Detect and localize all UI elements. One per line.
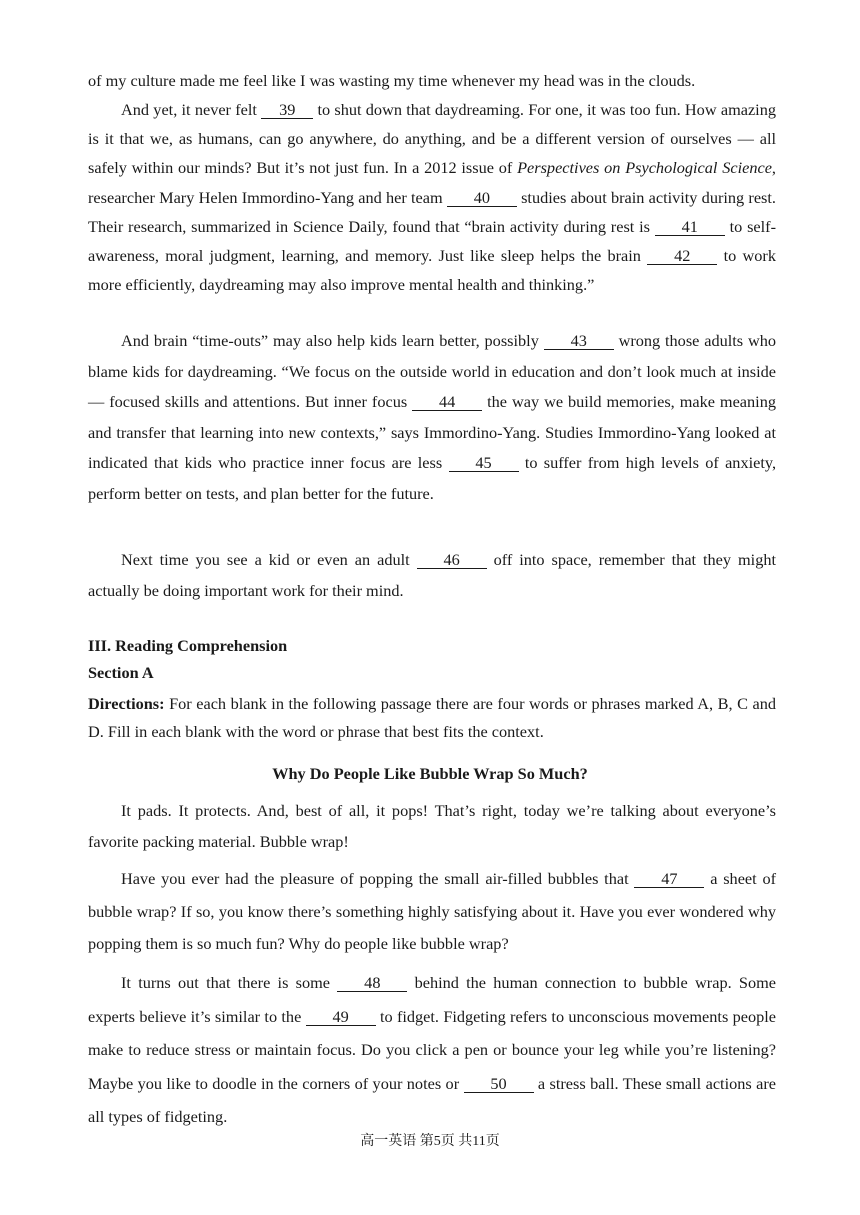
p2-text-a: And yet, it never felt bbox=[121, 100, 257, 119]
passage1-paragraph-2 bbox=[88, 95, 776, 299]
passage2-paragraph-2 bbox=[88, 863, 776, 961]
passage2-p3-text-c: to fidget. Fidgeting refers to unconscious movements people make to reduce stress or maintain focus. Do you click a pen or bounce your leg while you’re listening? Maybe you like to doodle in the corners of your notes or bbox=[88, 1006, 776, 1093]
blank-44[interactable]: 44 bbox=[412, 393, 482, 411]
passage1-line1-text: of my culture made me feel like I was wasting my time whenever my head was in the clouds. bbox=[88, 71, 696, 90]
p2-text-e: to self-awareness, moral judgment, learning, and memory. Just like sleep helps the brain bbox=[88, 216, 777, 266]
directions-label: Directions: bbox=[88, 694, 165, 713]
blank-45[interactable]: 45 bbox=[449, 454, 519, 472]
passage1-paragraph-3 bbox=[88, 326, 776, 509]
p2-text-b: to shut down that daydreaming. For one, it was too fun. How amazing is it that we, as humans, can go anywhere, do anything, and be a different version of ourselves — all safely within our minds? But it’s not just fun. In a 2012 issue of bbox=[88, 100, 776, 178]
blank-46[interactable]: 46 bbox=[417, 551, 487, 569]
directions-text: For each blank in the following passage there are four words or phrases marked A, B, C and D. Fill in each blank with the word or phrase that best fits the context. bbox=[88, 694, 776, 741]
blank-48[interactable]: 48 bbox=[337, 974, 407, 992]
passage2-p3-text-d: a stress ball. These small actions are all types of fidgeting. bbox=[88, 1073, 776, 1126]
blank-50[interactable]: 50 bbox=[464, 1075, 534, 1093]
blank-43[interactable]: 43 bbox=[544, 332, 614, 350]
journal-title: Perspectives on Psychological Science bbox=[517, 158, 772, 178]
passage2-p2-text-a: Have you ever had the pleasure of popping the small air-filled bubbles that bbox=[121, 869, 629, 888]
passage2-p3-text-b: behind the human connection to bubble wrap. Some experts believe it’s similar to the bbox=[88, 973, 776, 1026]
p2-text-f: to work more efficiently, daydreaming may also improve mental health and thinking.” bbox=[88, 246, 776, 295]
p3-text-a: And brain “time-outs” may also help kids learn better, possibly bbox=[121, 331, 539, 350]
passage2-title: Why Do People Like Bubble Wrap So Much? bbox=[272, 764, 588, 783]
blank-41[interactable]: 41 bbox=[655, 218, 725, 236]
passage1-paragraph-4 bbox=[88, 544, 776, 606]
passage2-p1-text: It pads. It protects. And, best of all, it pops! That’s right, today we’re talking about everyone’s favorite packing material. Bubble wrap! bbox=[88, 801, 776, 851]
p4-text-a: Next time you see a kid or even an adult bbox=[121, 550, 410, 569]
blank-49[interactable]: 49 bbox=[306, 1008, 376, 1026]
passage2-p3-text-a: It turns out that there is some bbox=[121, 973, 331, 992]
directions bbox=[88, 690, 776, 746]
passage2-paragraph-3 bbox=[88, 966, 776, 1134]
page-footer: 高一英语 第5页 共11页 bbox=[360, 1134, 500, 1149]
p3-text-d: to suffer from high levels of anxiety, perform better on tests, and plan better for the future. bbox=[88, 453, 777, 503]
p3-text-c: the way we build memories, make meaning and transfer that learning into new contexts,” says Immordino-Yang. Studies Immordino-Yang looked at indicated that kids who practice inner focus are less bbox=[88, 392, 776, 472]
p4-text-b: off into space, remember that they might actually be doing important work for their mind. bbox=[88, 550, 776, 600]
passage2-p2-text-b: a sheet of bubble wrap? If so, you know there’s something highly satisfying about it. Have you ever wondered why popping them is so much fun? Why do people like bubble wrap? bbox=[88, 869, 777, 953]
blank-40[interactable]: 40 bbox=[447, 189, 517, 207]
p2-text-c: , researcher Mary Helen Immordino-Yang and her team bbox=[88, 158, 776, 207]
blank-47[interactable]: 47 bbox=[634, 870, 704, 888]
passage2-paragraph-1 bbox=[88, 795, 776, 857]
p3-text-b: wrong those adults who blame kids for daydreaming. “We focus on the outside world in education and don’t look much at inside — focused skills and attentions. But inner focus bbox=[88, 331, 777, 411]
passage1-line1 bbox=[88, 66, 776, 95]
p2-text-d: studies about brain activity during rest. Their research, summarized in Science Daily, found that “brain activity during rest is bbox=[88, 187, 776, 236]
blank-42[interactable]: 42 bbox=[647, 247, 717, 265]
section-heading: Section A bbox=[88, 663, 154, 682]
blank-39[interactable]: 39 bbox=[261, 101, 313, 119]
part-heading: III. Reading Comprehension bbox=[88, 636, 288, 655]
